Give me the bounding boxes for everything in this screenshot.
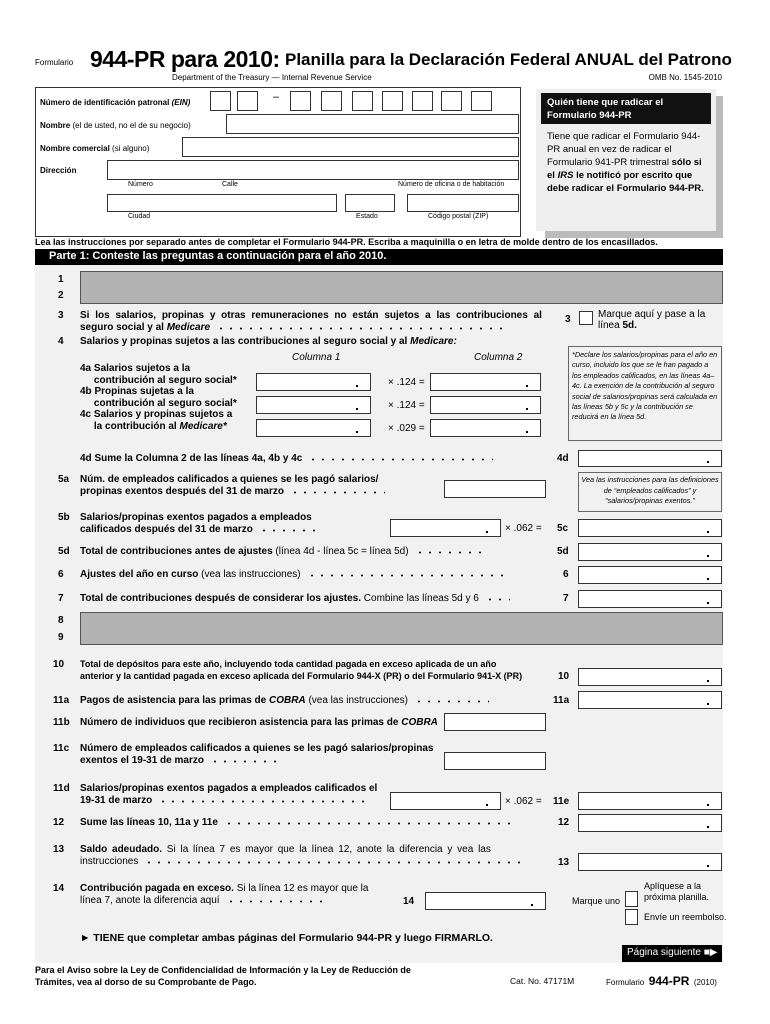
line-11d-text: Salarios/propinas exentos pagados a empleados calificados el 19-31 de marzo [80, 783, 378, 806]
line-12-input[interactable] [578, 814, 722, 832]
line-11e-label: 11e [553, 796, 570, 807]
part1-heading: Parte 1: Conteste las preguntas a continuación para el año 2010. [35, 249, 723, 265]
line-4c-multiplier: × .029 = [388, 423, 425, 434]
line-6-input[interactable] [578, 566, 722, 584]
line-5d-input[interactable] [578, 543, 722, 561]
address-label: Dirección [40, 166, 77, 175]
line-13-number: 13 [53, 844, 65, 855]
line-4b-col1-input[interactable] [256, 396, 371, 414]
line-4-text: Salarios y propinas sujetos a las contribuciones al seguro social y al Medicare: [80, 336, 457, 347]
line-11a-text: Pagos de asistencia para las primas de COBRA (vea las instrucciones) [80, 695, 489, 706]
line-11c-input[interactable] [444, 752, 546, 770]
catalog-number: Cat. No. 47171M [510, 976, 575, 986]
marque-uno-label: Marque uno [572, 896, 621, 906]
ein-dash: – [273, 91, 280, 103]
street-address-field[interactable] [107, 160, 519, 180]
ein-label: Número de identificación patronal (EIN) [40, 98, 191, 107]
city-caption: Ciudad [128, 213, 151, 220]
ein-digit-9[interactable] [471, 91, 492, 111]
sign-note: ► TIENE que completar ambas páginas del Formulario 944-PR y luego FIRMARLO. [80, 932, 493, 944]
line-11b-input[interactable] [444, 713, 546, 731]
line-7-number: 7 [58, 593, 64, 604]
line-13-text: Saldo adeudado. Si la línea 7 es mayor que la línea 12, anote la diferencia y vea las instrucciones [80, 844, 524, 868]
next-page-button[interactable]: Página siguiente ■▶ [622, 945, 722, 962]
line-14-number: 14 [53, 883, 65, 894]
city-field[interactable] [107, 194, 337, 212]
ein-digit-8[interactable] [441, 91, 462, 111]
line-4b-col2-input[interactable] [430, 396, 541, 414]
state-field[interactable] [345, 194, 395, 212]
trade-name-label: Nombre comercial (si alguno) [40, 144, 150, 153]
line-11d-input[interactable] [390, 792, 501, 810]
line-5b-input[interactable] [390, 519, 501, 537]
form-title: 944-PR para 2010: [90, 46, 280, 72]
line-12-text: Sume las líneas 10, 11a y 11e [80, 817, 514, 828]
send-refund-label: Envíe un reembolso. [644, 912, 727, 922]
line-12-number: 12 [53, 817, 65, 828]
line-7-text: Total de contribuciones después de considerar los ajustes. Combine las líneas 5d y 6 [80, 593, 510, 604]
line-4-number: 4 [58, 336, 64, 347]
form-prefix: Formulario [35, 58, 74, 67]
send-refund-checkbox[interactable] [625, 909, 638, 925]
line-5d-label: 5d [557, 546, 569, 557]
line-11a-number: 11a [53, 695, 70, 706]
line-4b-multiplier: × .124 = [388, 400, 425, 411]
ein-digit-6[interactable] [382, 91, 403, 111]
line-4a-col1-input[interactable] [256, 373, 371, 391]
line-5d-text: Total de contribuciones antes de ajustes (línea 4d - línea 5c = línea 5d) [80, 546, 485, 557]
line-14-text: Contribución pagada en exceso. Si la línea 12 es mayor que la línea 7, anote la diferencia aquí [80, 883, 369, 906]
line-4b-label: 4b Propinas sujetas a la contribución al seguro social* [80, 386, 237, 409]
line-3-number: 3 [58, 310, 64, 321]
line-13-input[interactable] [578, 853, 722, 871]
line-3-check-text: Marque aquí y pase a la línea 5d. [598, 309, 706, 331]
calle-caption: Calle [222, 181, 238, 188]
line-4a-multiplier: × .124 = [388, 377, 425, 388]
line-12-label: 12 [558, 817, 570, 828]
department: Department of the Treasury — Internal Revenue Service [172, 73, 372, 82]
line-4c-col1-input[interactable] [256, 419, 371, 437]
line-11e-input[interactable] [578, 792, 722, 810]
name-field[interactable] [226, 114, 519, 134]
line-5b-multiplier: × .062 = [505, 523, 542, 534]
line-5b-number: 5b [58, 512, 70, 523]
who-must-file-text: Tiene que radicar el Formulario 944-PR anual en vez de radicar el Formulario 941-PR trimestral sólo si el IRS le notificó por escrito que debe radicar el Formulario 944-PR. [547, 131, 704, 194]
line-3-checkbox[interactable] [579, 311, 593, 325]
line-6-text: Ajustes del año en curso (vea las instrucciones) [80, 569, 507, 580]
line-9-number: 9 [58, 632, 64, 643]
trade-name-field[interactable] [182, 137, 519, 157]
lines-1-2-shaded [80, 271, 723, 304]
zip-field[interactable] [407, 194, 519, 212]
ein-digit-7[interactable] [412, 91, 433, 111]
line-5a-text: Núm. de empleados calificados a quienes se les pagó salarios/ propinas exentos después del 31 de marzo [80, 474, 385, 498]
line-4d-label: 4d [557, 453, 569, 464]
line-4a-label: 4a Salarios sujetos a la contribución al seguro social* [80, 363, 237, 386]
line-8-number: 8 [58, 615, 64, 626]
numero-caption: Número [128, 181, 153, 188]
line-10-label: 10 [558, 671, 570, 682]
line-5c-label: 5c [557, 523, 569, 534]
line-5d-number: 5d [58, 546, 70, 557]
line-11a-input[interactable] [578, 691, 722, 709]
line-5c-input[interactable] [578, 519, 722, 537]
line-5-note: Vea las instrucciones para las definiciones de “empleados calificados” y “salarios/propinas exentos.” [578, 472, 722, 512]
omb-number: OMB No. 1545-2010 [648, 73, 722, 82]
ein-digit-2[interactable] [237, 91, 258, 111]
name-label: Nombre (el de usted, no el de su negocio) [40, 121, 191, 130]
line-13-label: 13 [558, 857, 570, 868]
state-caption: Estado [356, 213, 378, 220]
form-subtitle: Planilla para la Declaración Federal ANUAL del Patrono [285, 50, 732, 69]
line-7-label: 7 [563, 593, 569, 604]
line-5a-input[interactable] [444, 480, 546, 498]
column-1-header: Columna 1 [292, 352, 341, 363]
zip-caption: Código postal (ZIP) [428, 213, 489, 220]
line-4c-label: 4c Salarios y propinas sujetos a la contribución al Medicare* [80, 409, 233, 432]
line-4c-col2-input[interactable] [430, 419, 541, 437]
line-11c-number: 11c [53, 743, 70, 754]
line-4d-text: 4d Sume la Columna 2 de las líneas 4a, 4b y 4c [80, 453, 493, 464]
line-5b-text: Salarios/propinas exentos pagados a empleados calificados después del 31 de marzo [80, 512, 319, 536]
privacy-notice: Para el Aviso sobre la Ley de Confidencialidad de Información y la Ley de Reducción de Trámites, vea al dorso de su Comprobante de Pago. [35, 965, 411, 987]
ein-digit-1[interactable] [210, 91, 231, 111]
line-2-number: 2 [58, 290, 64, 301]
line-1-number: 1 [58, 274, 64, 285]
line-10-input[interactable] [578, 668, 722, 686]
line-10-number: 10 [53, 659, 65, 670]
line-11d-multiplier: × .062 = [505, 796, 542, 807]
footer-form-id: Formulario 944-PR (2010) [606, 974, 717, 988]
line-5a-number: 5a [58, 474, 70, 485]
line-11c-text: Número de empleados calificados a quienes se les pagó salarios/propinas exentos el 19-31 de marzo [80, 743, 434, 766]
line-11b-text: Número de individuos que recibieron asistencia para las primas de COBRA [80, 717, 438, 728]
ein-digit-3[interactable] [290, 91, 311, 111]
line-4d-input[interactable] [578, 450, 722, 467]
instructions-note: Lea las instrucciones por separado antes de completar el Formulario 944-PR. Escriba a maquinilla o en letra de molde dentro de los encasillados. [35, 237, 658, 247]
suite-caption: Número de oficina o de habitación [398, 181, 505, 188]
line-3-label: 3 [565, 314, 571, 325]
line-6-label: 6 [563, 569, 569, 580]
line-11a-label: 11a [553, 695, 570, 706]
line-11b-number: 11b [53, 717, 70, 728]
line-3-text-2: seguro social y al Medicare [80, 322, 506, 333]
line-4-note: *Declare los salarios/propinas para el año en curso, incluido los que se le han pagado a los empleados calificados, en las líneas 4a–4c. La exención de la contribución al seguro social de salarios/propinas será calculada en las líneas 5b y 5c y la contribución se reducirá en la línea 5d. [568, 346, 722, 441]
ein-digit-5[interactable] [352, 91, 373, 111]
line-11d-number: 11d [53, 783, 70, 794]
line-6-number: 6 [58, 569, 64, 580]
line-10-text: Total de depósitos para este año, incluyendo toda cantidad pagada en exceso aplicada de un año anterior y la cantidad pagada en exceso aplicada del Formulario 944-X (PR) o del Formulario 941-X (PR) [80, 659, 523, 681]
line-3-text: Si los salarios, propinas y otras remuneraciones no están sujetos a las contribuciones al [80, 310, 542, 321]
apply-next-return-checkbox[interactable] [625, 891, 638, 907]
column-2-header: Columna 2 [474, 352, 523, 363]
lines-8-9-shaded [80, 612, 723, 645]
ein-digit-4[interactable] [321, 91, 342, 111]
line-14-input[interactable] [425, 892, 546, 910]
who-must-file-heading: Quién tiene que radicar el Formulario 944-PR [541, 93, 711, 124]
line-14-label: 14 [403, 896, 415, 907]
line-7-input[interactable] [578, 590, 722, 608]
line-4a-col2-input[interactable] [430, 373, 541, 391]
apply-next-return-label: Aplíquese a la próxima planilla. [644, 881, 710, 902]
